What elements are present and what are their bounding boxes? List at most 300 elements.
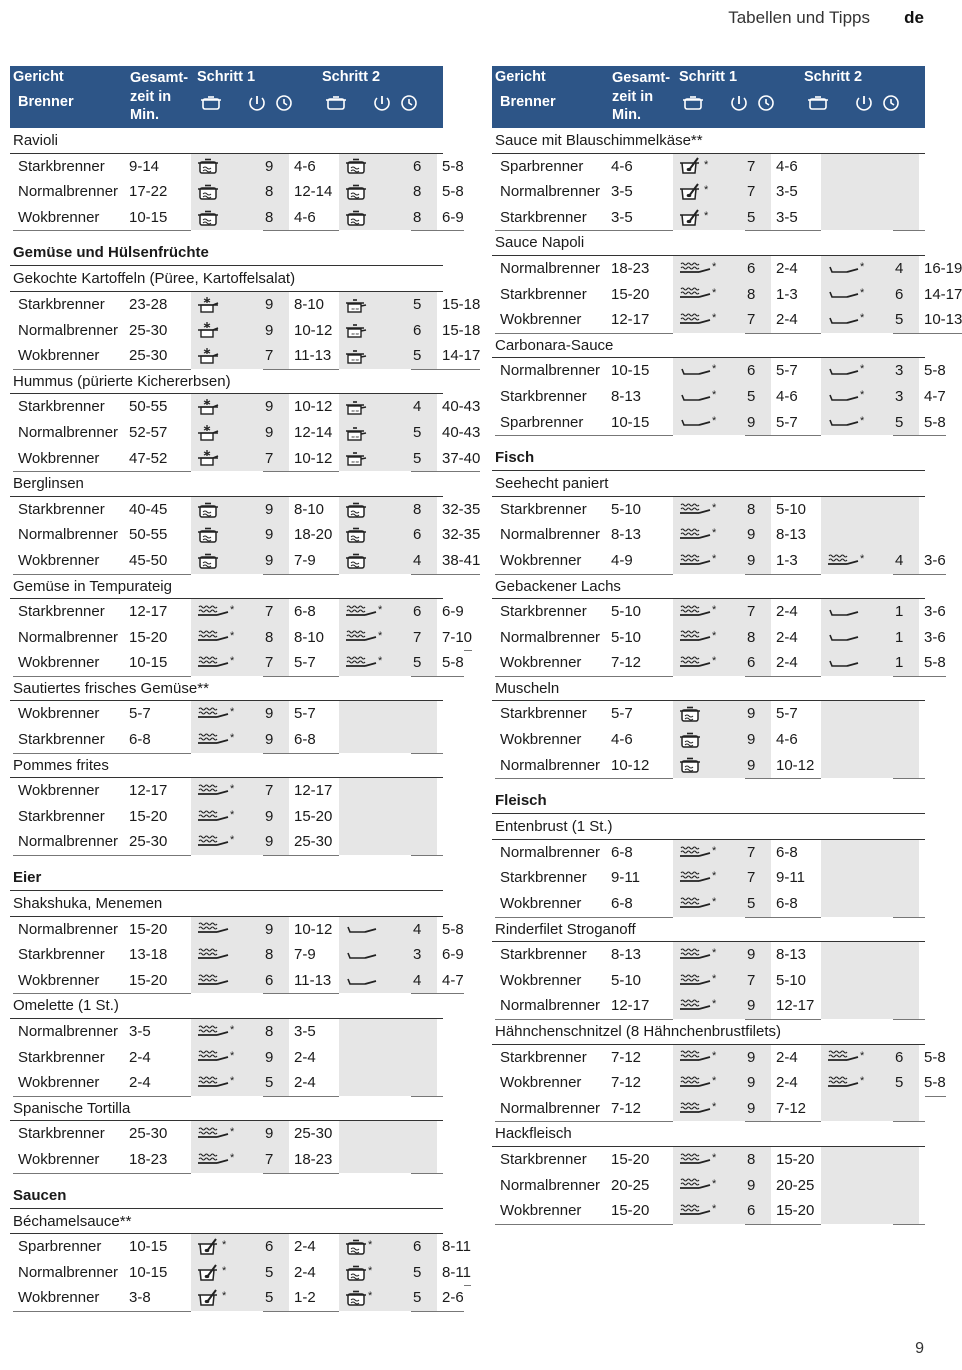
asterisk-marker: * bbox=[712, 312, 717, 325]
total-time-cell: 15-20 bbox=[606, 282, 673, 309]
step-1-minutes-cell: 5-10 bbox=[771, 968, 821, 995]
burner-cell: Normalbrenner bbox=[13, 1019, 124, 1046]
step-2-cookware-cell bbox=[821, 993, 893, 1020]
total-time-cell: 4-9 bbox=[606, 548, 673, 575]
step-1-cookware-cell bbox=[673, 993, 745, 1020]
table-row bbox=[13, 154, 464, 180]
step-2-level-cell: 6 bbox=[411, 1234, 437, 1261]
asterisk-marker: * bbox=[230, 604, 235, 617]
step-1-level-cell: 9 bbox=[745, 1173, 771, 1200]
step-2-cookware-cell bbox=[339, 917, 411, 944]
step-1-cookware-cell bbox=[191, 1121, 263, 1148]
step-2-minutes-cell: 37-40 bbox=[437, 446, 480, 473]
step-2-cookware-cell bbox=[339, 1070, 411, 1097]
asterisk-marker: * bbox=[712, 870, 717, 883]
step-1-cookware-cell bbox=[673, 1096, 745, 1123]
table-row bbox=[495, 968, 925, 994]
pan-fry-icon bbox=[827, 551, 859, 571]
step-1-cookware-cell bbox=[191, 804, 263, 831]
step-2-level-cell bbox=[411, 727, 437, 754]
pot-icon bbox=[197, 551, 219, 571]
saucepan-lid-icon bbox=[345, 448, 367, 468]
total-time-cell: 7-12 bbox=[606, 650, 673, 677]
burner-cell: Wokbrenner bbox=[495, 1198, 606, 1225]
step-2-minutes-cell bbox=[919, 154, 925, 181]
saucepan-stir-icon bbox=[197, 1237, 221, 1257]
dish-name: Berglinsen bbox=[10, 471, 443, 497]
step-2-level-cell: 8 bbox=[411, 205, 437, 232]
step-2-minutes-cell: 14-17 bbox=[919, 282, 962, 309]
step-1-level-cell: 9 bbox=[263, 420, 289, 447]
table-row bbox=[13, 522, 481, 548]
step-2-level-cell: 6 bbox=[411, 318, 437, 345]
step-2-level-cell bbox=[893, 727, 919, 754]
step-1-level-cell: 9 bbox=[263, 804, 289, 831]
step-2-minutes-cell bbox=[919, 205, 925, 232]
step-1-cookware-cell bbox=[191, 522, 263, 549]
step-1-level-cell: 9 bbox=[263, 292, 289, 319]
step-1-cookware-cell bbox=[191, 1234, 263, 1261]
step-2-cookware-cell bbox=[339, 1045, 411, 1072]
step-2-minutes-cell bbox=[437, 778, 443, 805]
step-1-minutes-cell: 3-5 bbox=[771, 179, 821, 206]
step-1-minutes-cell: 18-23 bbox=[289, 1147, 339, 1174]
step-2-minutes-cell: 14-17 bbox=[437, 343, 480, 370]
header-schritt-2: Schritt 2 bbox=[322, 69, 381, 85]
svg-text:≈≈: ≈≈ bbox=[351, 408, 360, 415]
step-1-level-cell: 6 bbox=[263, 1234, 289, 1261]
step-2-cookware-cell bbox=[821, 625, 893, 652]
step-2-cookware-cell bbox=[339, 1285, 411, 1312]
saucepan-lid-icon bbox=[345, 346, 367, 366]
step-1-minutes-cell: 3-5 bbox=[289, 1019, 339, 1046]
step-2-minutes-cell: 32-35 bbox=[437, 497, 480, 524]
pot-icon bbox=[197, 156, 219, 176]
clock-icon bbox=[399, 94, 419, 112]
step-2-cookware-cell bbox=[339, 1147, 411, 1174]
pan-fry-icon bbox=[679, 1073, 711, 1093]
asterisk-marker: * bbox=[860, 1049, 865, 1062]
total-time-cell: 4-6 bbox=[606, 727, 673, 754]
step-2-level-cell: 3 bbox=[411, 942, 437, 969]
step-2-cookware-cell bbox=[821, 384, 893, 411]
step-1-level-cell: 9 bbox=[745, 548, 771, 575]
total-time-cell: 7-12 bbox=[606, 1045, 673, 1072]
asterisk-marker: * bbox=[712, 414, 717, 427]
step-1-cookware-cell bbox=[191, 292, 263, 319]
pan-icon bbox=[827, 387, 859, 407]
step-1-cookware-cell bbox=[673, 650, 745, 677]
step-2-level-cell bbox=[411, 1045, 437, 1072]
step-2-minutes-cell: 5-8 bbox=[437, 650, 464, 677]
burner-cell: Starkbrenner bbox=[13, 1045, 124, 1072]
table-row bbox=[495, 154, 925, 180]
table-row bbox=[495, 599, 946, 625]
total-time-cell: 7-12 bbox=[606, 1070, 673, 1097]
step-2-minutes-cell: 5-8 bbox=[437, 154, 464, 181]
burner-cell: Starkbrenner bbox=[13, 727, 124, 754]
step-2-cookware-cell bbox=[339, 154, 411, 181]
step-1-cookware-cell bbox=[673, 727, 745, 754]
step-2-minutes-cell: 6-9 bbox=[437, 205, 464, 232]
step-1-minutes-cell: 5-7 bbox=[289, 650, 339, 677]
dish-name: Gebackener Lachs bbox=[492, 574, 925, 600]
total-time-cell: 10-12 bbox=[606, 753, 673, 780]
step-2-minutes-cell bbox=[437, 1070, 443, 1097]
step-2-level-cell: 7 bbox=[411, 625, 437, 652]
burner-cell: Wokbrenner bbox=[13, 1285, 124, 1312]
step-2-minutes-cell: 40-43 bbox=[437, 420, 480, 447]
step-2-minutes-cell bbox=[437, 1121, 443, 1148]
table-row bbox=[495, 205, 925, 231]
burner-cell: Normalbrenner bbox=[13, 917, 124, 944]
step-1-level-cell: 9 bbox=[745, 701, 771, 728]
step-2-level-cell bbox=[893, 840, 919, 867]
step-2-minutes-cell bbox=[919, 865, 925, 892]
total-time-cell: 50-55 bbox=[124, 522, 191, 549]
step-1-level-cell: 9 bbox=[745, 942, 771, 969]
burner-cell: Starkbrenner bbox=[13, 599, 124, 626]
step-1-minutes-cell: 3-5 bbox=[771, 205, 821, 232]
step-1-minutes-cell: 4-6 bbox=[771, 154, 821, 181]
step-2-cookware-cell bbox=[821, 256, 893, 283]
step-1-level-cell: 5 bbox=[745, 891, 771, 918]
dish-name: Sauce mit Blauschimmelkäse** bbox=[492, 128, 925, 154]
table-row bbox=[13, 497, 481, 523]
cookware-icon bbox=[200, 94, 222, 112]
pan-fry-icon bbox=[679, 1099, 711, 1119]
table-row bbox=[13, 829, 443, 855]
pan-fry-icon bbox=[197, 653, 229, 673]
step-2-level-cell bbox=[893, 1173, 919, 1200]
step-1-cookware-cell bbox=[191, 1070, 263, 1097]
pan-fry-icon bbox=[197, 1022, 229, 1042]
step-1-cookware-cell bbox=[191, 1147, 263, 1174]
step-1-minutes-cell: 12-14 bbox=[289, 179, 339, 206]
dish-name: Carbonara-Sauce bbox=[492, 333, 925, 359]
step-2-level-cell: 6 bbox=[893, 282, 919, 309]
step-2-level-cell: 4 bbox=[893, 256, 919, 283]
burner-cell: Wokbrenner bbox=[13, 968, 124, 995]
step-1-minutes-cell: 7-9 bbox=[289, 548, 339, 575]
step-2-minutes-cell: 10-13 bbox=[919, 307, 962, 334]
asterisk-marker: * bbox=[704, 209, 709, 222]
step-2-level-cell: 8 bbox=[411, 497, 437, 524]
total-time-cell: 6-8 bbox=[124, 727, 191, 754]
step-1-cookware-cell bbox=[191, 548, 263, 575]
step-1-cookware-cell bbox=[191, 343, 263, 370]
page-header-title: Tabellen und Tipps bbox=[728, 8, 870, 27]
step-1-level-cell: 7 bbox=[745, 968, 771, 995]
power-level-icon bbox=[854, 94, 874, 112]
step-1-cookware-cell bbox=[191, 318, 263, 345]
dish-name: Entenbrust (1 St.) bbox=[492, 814, 925, 840]
step-1-cookware-cell bbox=[191, 1019, 263, 1046]
dish-name: Hackfleisch bbox=[492, 1121, 925, 1147]
step-1-minutes-cell: 11-13 bbox=[289, 343, 339, 370]
burner-cell: Wokbrenner bbox=[13, 343, 124, 370]
total-time-cell: 5-7 bbox=[124, 701, 191, 728]
step-2-cookware-cell bbox=[821, 154, 893, 181]
table-row bbox=[13, 1019, 443, 1045]
table-row bbox=[13, 778, 443, 804]
saucepan-stir-icon bbox=[679, 182, 703, 202]
table-row bbox=[13, 1121, 443, 1147]
step-2-cookware-cell bbox=[339, 446, 411, 473]
table-row bbox=[495, 548, 946, 574]
saucepan-stir-icon bbox=[197, 1263, 221, 1283]
step-2-minutes-cell: 8-11 bbox=[437, 1260, 471, 1287]
step-1-minutes-cell: 15-20 bbox=[771, 1198, 821, 1225]
step-2-level-cell: 4 bbox=[411, 548, 437, 575]
burner-cell: Starkbrenner bbox=[495, 865, 606, 892]
step-2-minutes-cell bbox=[919, 1173, 925, 1200]
table-row bbox=[13, 394, 481, 420]
burner-cell: Wokbrenner bbox=[13, 1070, 124, 1097]
step-1-minutes-cell: 6-8 bbox=[289, 599, 339, 626]
step-1-level-cell: 7 bbox=[745, 307, 771, 334]
burner-cell: Wokbrenner bbox=[13, 778, 124, 805]
header-schritt-1: Schritt 1 bbox=[197, 69, 256, 85]
table-row bbox=[13, 1234, 471, 1260]
burner-cell: Starkbrenner bbox=[495, 205, 606, 232]
table-row bbox=[13, 804, 443, 830]
step-1-cookware-cell bbox=[673, 1173, 745, 1200]
step-1-minutes-cell: 10-12 bbox=[289, 917, 339, 944]
asterisk-marker: * bbox=[712, 998, 717, 1011]
step-2-minutes-cell: 7-10 bbox=[437, 625, 472, 652]
step-1-cookware-cell bbox=[673, 942, 745, 969]
pan-fry-icon bbox=[679, 551, 711, 571]
pot-icon bbox=[197, 525, 219, 545]
step-2-cookware-cell bbox=[339, 942, 411, 969]
step-1-cookware-cell bbox=[191, 917, 263, 944]
asterisk-marker: * bbox=[712, 1049, 717, 1062]
asterisk-marker: * bbox=[230, 808, 235, 821]
step-1-level-cell: 7 bbox=[263, 650, 289, 677]
step-2-cookware-cell bbox=[821, 650, 893, 677]
step-2-cookware-cell bbox=[821, 282, 893, 309]
step-2-minutes-cell bbox=[919, 1198, 925, 1225]
step-1-minutes-cell: 8-13 bbox=[771, 942, 821, 969]
step-1-cookware-cell bbox=[191, 205, 263, 232]
step-2-level-cell bbox=[893, 154, 919, 181]
dish-name: Gemüse in Tempurateig bbox=[10, 574, 443, 600]
asterisk-marker: * bbox=[712, 1203, 717, 1216]
pan-fry-icon bbox=[197, 807, 229, 827]
step-1-minutes-cell: 2-4 bbox=[771, 599, 821, 626]
pan-fry-icon bbox=[197, 1124, 229, 1144]
total-time-cell: 12-17 bbox=[124, 599, 191, 626]
total-time-cell: 10-15 bbox=[124, 1260, 191, 1287]
table-row bbox=[13, 917, 464, 943]
dish-name: Pommes frites bbox=[10, 753, 443, 779]
step-2-level-cell bbox=[411, 1147, 437, 1174]
saucepan-stir-icon bbox=[679, 156, 703, 176]
step-2-level-cell bbox=[893, 701, 919, 728]
step-1-minutes-cell: 5-10 bbox=[771, 497, 821, 524]
pot-icon bbox=[679, 730, 701, 750]
total-time-cell: 2-4 bbox=[124, 1070, 191, 1097]
step-2-level-cell: 4 bbox=[893, 548, 919, 575]
section-heading: Fisch bbox=[492, 435, 925, 471]
pan-fry-icon bbox=[345, 627, 377, 647]
dish-name: Seehecht paniert bbox=[492, 471, 925, 497]
step-1-level-cell: 7 bbox=[263, 343, 289, 370]
step-2-cookware-cell bbox=[821, 358, 893, 385]
step-2-cookware-cell bbox=[821, 753, 893, 780]
header-schritt-1: Schritt 1 bbox=[679, 69, 738, 85]
pan-fry-icon bbox=[197, 602, 229, 622]
saucepan-steam-icon bbox=[197, 320, 219, 340]
total-time-cell: 12-17 bbox=[606, 307, 673, 334]
step-2-minutes-cell bbox=[919, 993, 925, 1020]
table-row bbox=[13, 205, 464, 231]
step-1-minutes-cell: 4-6 bbox=[289, 205, 339, 232]
burner-cell: Starkbrenner bbox=[13, 942, 124, 969]
total-time-cell: 25-30 bbox=[124, 829, 191, 856]
table-row bbox=[495, 256, 962, 282]
burner-cell: Sparbrenner bbox=[495, 154, 606, 181]
step-2-minutes-cell bbox=[919, 1096, 925, 1123]
step-1-cookware-cell bbox=[673, 701, 745, 728]
step-2-minutes-cell: 5-8 bbox=[919, 410, 946, 437]
pan-fry-icon bbox=[679, 868, 711, 888]
step-2-minutes-cell: 38-41 bbox=[437, 548, 480, 575]
step-1-level-cell: 5 bbox=[263, 1285, 289, 1312]
burner-cell: Normalbrenner bbox=[13, 179, 124, 206]
table-row bbox=[495, 942, 925, 968]
step-2-minutes-cell bbox=[437, 1019, 443, 1046]
saucepan-steam-icon bbox=[197, 423, 219, 443]
saucepan-lid-icon bbox=[345, 423, 367, 443]
pot-icon bbox=[345, 525, 367, 545]
total-time-cell: 20-25 bbox=[606, 1173, 673, 1200]
table-body bbox=[10, 128, 481, 1311]
step-2-level-cell bbox=[893, 865, 919, 892]
pot-icon bbox=[345, 156, 367, 176]
step-1-cookware-cell bbox=[673, 625, 745, 652]
step-2-cookware-cell bbox=[339, 179, 411, 206]
step-1-minutes-cell: 10-12 bbox=[771, 753, 821, 780]
header-gericht: Gericht bbox=[495, 69, 546, 85]
step-2-minutes-cell bbox=[919, 522, 925, 549]
saucepan-lid-icon bbox=[345, 295, 367, 315]
step-1-cookware-cell bbox=[673, 968, 745, 995]
saucepan-stir-icon bbox=[197, 1288, 221, 1308]
step-2-cookware-cell bbox=[339, 1234, 411, 1261]
burner-cell: Normalbrenner bbox=[13, 318, 124, 345]
burner-cell: Starkbrenner bbox=[495, 384, 606, 411]
burner-cell: Wokbrenner bbox=[495, 727, 606, 754]
dish-name: Hähnchenschnitzel (8 Hähnchenbrustfilets) bbox=[492, 1019, 925, 1045]
power-level-icon bbox=[247, 94, 267, 112]
asterisk-marker: * bbox=[378, 604, 383, 617]
step-1-cookware-cell bbox=[191, 179, 263, 206]
step-1-cookware-cell bbox=[673, 358, 745, 385]
step-2-minutes-cell bbox=[437, 1147, 443, 1174]
pot-icon bbox=[197, 182, 219, 202]
table-row bbox=[13, 420, 481, 446]
total-time-cell: 10-15 bbox=[124, 1234, 191, 1261]
step-1-minutes-cell: 2-4 bbox=[289, 1070, 339, 1097]
total-time-cell: 8-13 bbox=[606, 384, 673, 411]
asterisk-marker: * bbox=[860, 1075, 865, 1088]
step-1-level-cell: 9 bbox=[263, 548, 289, 575]
step-1-minutes-cell: 8-10 bbox=[289, 625, 339, 652]
step-2-minutes-cell bbox=[919, 753, 925, 780]
step-1-cookware-cell bbox=[191, 1285, 263, 1312]
step-1-minutes-cell: 8-13 bbox=[771, 522, 821, 549]
saucepan-steam-icon bbox=[197, 346, 219, 366]
step-2-minutes-cell bbox=[437, 727, 443, 754]
step-2-level-cell: 5 bbox=[411, 292, 437, 319]
step-2-level-cell: 5 bbox=[411, 343, 437, 370]
step-2-level-cell bbox=[893, 993, 919, 1020]
pan-fry-icon bbox=[345, 653, 377, 673]
clock-icon bbox=[881, 94, 901, 112]
clock-icon bbox=[274, 94, 294, 112]
asterisk-marker: * bbox=[230, 629, 235, 642]
step-2-level-cell bbox=[893, 205, 919, 232]
step-1-level-cell: 9 bbox=[263, 1121, 289, 1148]
total-time-cell: 6-8 bbox=[606, 891, 673, 918]
burner-cell: Wokbrenner bbox=[13, 701, 124, 728]
step-1-minutes-cell: 10-12 bbox=[289, 318, 339, 345]
step-2-minutes-cell: 6-9 bbox=[437, 599, 464, 626]
pot-icon bbox=[679, 755, 701, 775]
asterisk-marker: * bbox=[712, 527, 717, 540]
step-1-level-cell: 9 bbox=[263, 522, 289, 549]
dish-name: Sauce Napoli bbox=[492, 230, 925, 256]
step-2-level-cell: 6 bbox=[411, 522, 437, 549]
step-1-level-cell: 9 bbox=[263, 394, 289, 421]
step-2-cookware-cell bbox=[339, 599, 411, 626]
step-2-level-cell bbox=[893, 497, 919, 524]
step-1-cookware-cell bbox=[673, 599, 745, 626]
total-time-cell: 10-15 bbox=[124, 650, 191, 677]
total-time-cell: 4-6 bbox=[606, 154, 673, 181]
dish-name: Muscheln bbox=[492, 676, 925, 702]
burner-cell: Normalbrenner bbox=[495, 993, 606, 1020]
pan-fry-icon bbox=[679, 310, 711, 330]
total-time-cell: 25-30 bbox=[124, 318, 191, 345]
total-time-cell: 15-20 bbox=[124, 968, 191, 995]
step-1-minutes-cell: 12-17 bbox=[771, 993, 821, 1020]
step-2-cookware-cell bbox=[821, 1147, 893, 1174]
burner-cell: Wokbrenner bbox=[495, 1070, 606, 1097]
power-level-icon bbox=[729, 94, 749, 112]
step-1-cookware-cell bbox=[673, 840, 745, 867]
step-1-level-cell: 8 bbox=[745, 1147, 771, 1174]
pan-icon bbox=[827, 627, 859, 647]
step-2-level-cell: 6 bbox=[893, 1045, 919, 1072]
step-1-level-cell: 9 bbox=[745, 727, 771, 754]
pan-icon bbox=[679, 387, 711, 407]
page-number: 9 bbox=[915, 1340, 924, 1357]
total-time-cell: 2-4 bbox=[124, 1045, 191, 1072]
step-1-level-cell: 9 bbox=[263, 318, 289, 345]
burner-cell: Normalbrenner bbox=[495, 256, 606, 283]
total-time-cell: 18-23 bbox=[124, 1147, 191, 1174]
table-row bbox=[13, 548, 481, 574]
asterisk-marker: * bbox=[230, 732, 235, 745]
pan-fry-icon bbox=[197, 1073, 229, 1093]
step-2-minutes-cell: 2-6 bbox=[437, 1285, 464, 1312]
pot-icon bbox=[345, 208, 367, 228]
asterisk-marker: * bbox=[378, 655, 383, 668]
total-time-cell: 3-5 bbox=[606, 179, 673, 206]
